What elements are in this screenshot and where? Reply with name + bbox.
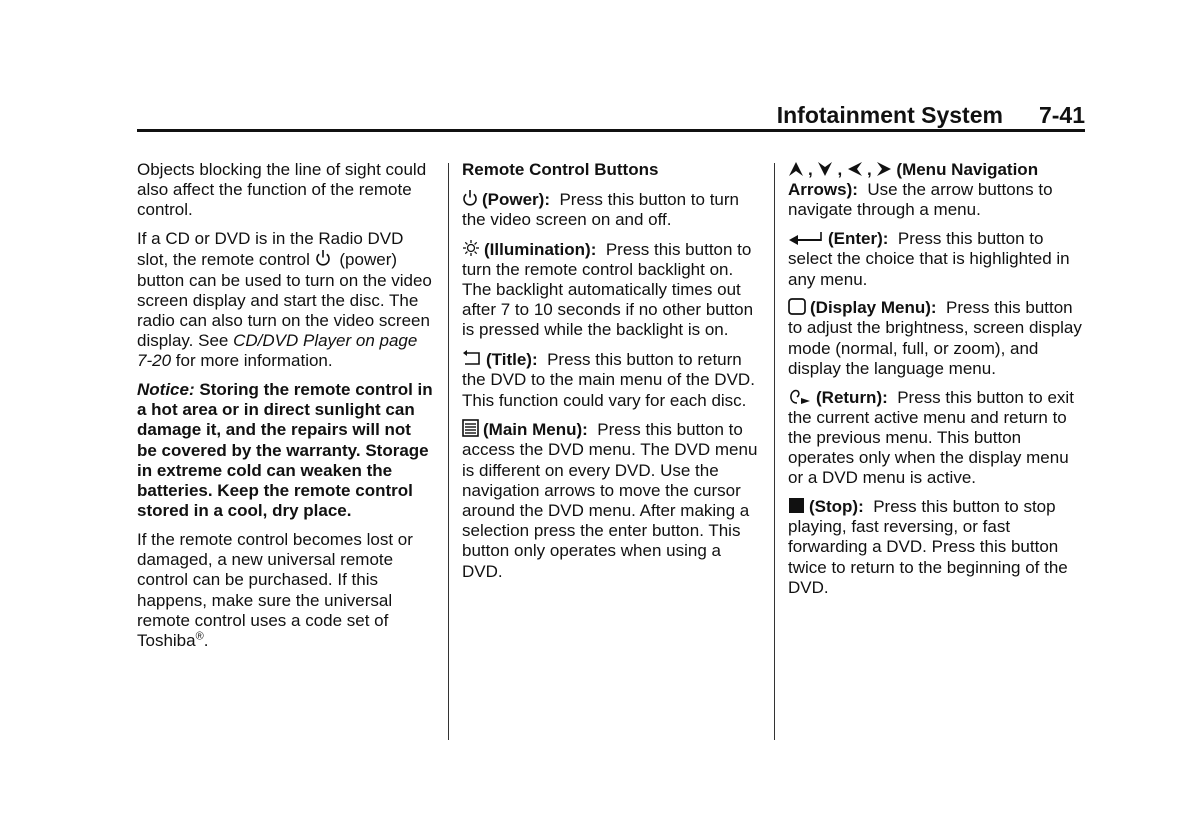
illumination-label: (Illumination): — [484, 239, 597, 259]
paragraph — [137, 530, 433, 651]
column-right — [788, 160, 1084, 607]
stop-label: (Stop): — [809, 497, 864, 517]
return-label: (Return): — [816, 387, 888, 407]
display-menu-icon — [788, 298, 806, 315]
notice-paragraph — [137, 380, 433, 521]
arrow-right-icon — [876, 161, 892, 177]
title-label: (Title): — [486, 350, 538, 370]
stop-icon — [788, 497, 805, 514]
illumination-icon — [462, 239, 480, 257]
stop-text: Press this button to stop playing, fast reversing, or fast forwarding a DVD. Press this button twice to return to the beginning of the DVD. — [788, 497, 1068, 597]
header-rule — [137, 129, 1085, 132]
button-description — [462, 349, 758, 411]
return-text: Press this button to exit the current active menu and return to the previous menu. This button operates only when the display menu or a DVD menu is active. — [788, 387, 1074, 488]
registered-mark: ® — [195, 630, 204, 643]
display-menu-label: (Display Menu): — [810, 298, 937, 318]
title-text: Press this button to return the DVD to the main menu of the DVD. This function could vary for each disc. — [462, 350, 755, 410]
button-description — [788, 298, 1084, 379]
power-icon — [462, 189, 478, 207]
notice-text: Storing the remote control in a hot area or in direct sunlight can damage it, and the repairs will not be covered by the warranty. Storage in extreme cold can weaken the batteries. Keep the remote control stored in a cool, dry place. — [137, 380, 433, 521]
paragraph-text: If a CD or DVD is in the Radio DVD slot, the remote control — [137, 229, 404, 270]
button-description — [788, 497, 1084, 598]
arrow-up-icon — [788, 161, 804, 177]
power-icon — [315, 249, 331, 267]
section-title: Infotainment System — [776, 101, 1003, 128]
separator: , — [808, 160, 813, 179]
paragraph-text: for more information. — [175, 351, 333, 371]
main-menu-text: Press this button to access the DVD menu. The DVD menu is different on every DVD. Use the navigation arrows to move the cursor around the DVD menu. After making a selection press the enter button. This button only operates when using a DVD. — [462, 420, 758, 581]
paragraph — [137, 229, 433, 371]
button-description — [462, 239, 758, 341]
paragraph — [137, 160, 433, 221]
enter-icon — [788, 230, 824, 246]
column-left — [137, 160, 433, 660]
return-icon — [788, 388, 812, 405]
button-description — [788, 388, 1084, 489]
page-header — [137, 101, 1085, 129]
cross-reference-link[interactable]: CD/DVD Player on page 7-20 — [137, 331, 418, 371]
paragraph-text: (power) button can be used to turn on the video screen display and start the disc. The radio can also turn on the video screen display. See — [137, 250, 432, 351]
button-description — [788, 229, 1084, 290]
title-icon — [462, 349, 482, 367]
menu-navigation-text: Use the arrow buttons to navigate through a menu. — [788, 180, 1053, 220]
menu-navigation-label: (Menu Navigation Arrows): — [788, 160, 1039, 200]
button-description — [462, 419, 758, 582]
section-heading: Remote Control Buttons — [462, 160, 659, 179]
button-description — [462, 189, 758, 230]
separator: , — [866, 160, 872, 179]
column-divider — [774, 163, 775, 740]
main-menu-icon — [462, 419, 479, 437]
paragraph-text: Objects blocking the line of sight could also affect the function of the remote control. — [137, 160, 427, 220]
display-menu-text: Press this button to adjust the brightness, screen display mode (normal, full, or zoom), and display the language menu. — [788, 298, 1082, 378]
column-middle — [462, 160, 758, 590]
power-label: (Power): — [482, 189, 550, 209]
enter-label: (Enter): — [828, 229, 889, 249]
enter-text: Press this button to select the choice that is highlighted in any menu. — [788, 229, 1070, 289]
power-text: Press this button to turn the video screen on and off. — [462, 189, 739, 229]
paragraph-text: If the remote control becomes lost or damaged, a new universal remote control can be purchased. If this happens, make sure the universal remote control uses a code set of Toshiba — [137, 529, 413, 650]
button-description — [788, 160, 1084, 221]
illumination-text: Press this button to turn the remote control backlight on. The backlight automatically times out after 7 to 10 seconds if no other button is pressed while the backlight is on. — [462, 239, 754, 340]
arrow-left-icon — [847, 161, 863, 177]
notice-label: Notice: — [137, 380, 195, 400]
separator: , — [837, 160, 843, 179]
page-number: 7-41 — [1038, 101, 1085, 128]
paragraph-text: . — [203, 630, 209, 650]
column-divider — [448, 163, 449, 740]
main-menu-label: (Main Menu): — [483, 420, 588, 440]
arrow-down-icon — [817, 161, 833, 177]
